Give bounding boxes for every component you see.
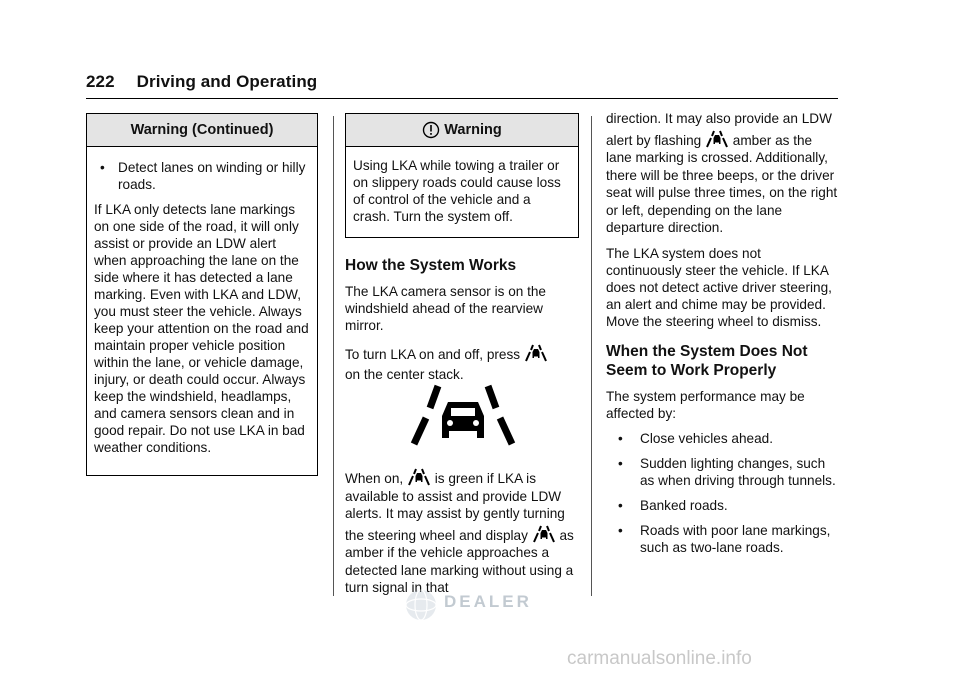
- paragraph: direction. It may also provide an LDW alert by flashing amber as the lane marking is crossed. Additionally, there will be three beeps, or the driver seat will pulse three times, on the right or left, depending on the lane departure direction.: [606, 111, 838, 235]
- warning-continued-box: [86, 113, 318, 476]
- paragraph: To turn LKA on and off, press on the center stack.: [345, 342, 579, 385]
- column-3: [606, 110, 840, 564]
- warning-text: Using LKA while towing a trailer or on slippery roads could cause loss of control of the vehicle and a crash. Turn the system off.: [353, 158, 561, 224]
- footer-url: carmanualsonline.info: [567, 648, 752, 669]
- warning-continued-paragraph: If LKA only detects lane markings on one side of the road, it will only assist or provide an LDW alert when approaching the lane on the side where it has detected a lane marking. Even with LKA and LDW, you must steer the vehicle. Always keep your attention on the road and maintain proper vehicle position within the lane, or vehicle damage, injury, or death could occur. Always keep the windshield, headlamps, and camera sensors clean and in good repair. Do not use LKA in bad weather conditions.: [94, 202, 309, 455]
- section-heading: How the System Works: [345, 257, 517, 274]
- column-2: [345, 113, 579, 393]
- paragraph: The LKA camera sensor is on the windshield ahead of the rearview mirror.: [345, 284, 546, 333]
- lane-keep-assist-icon: [524, 342, 548, 362]
- warning-title-bar: [346, 114, 578, 147]
- list-item: • Banked roads.: [606, 497, 840, 514]
- lane-keep-assist-icon: [705, 128, 729, 148]
- list-item: • Close vehicles ahead.: [606, 430, 840, 447]
- bullet: •: [618, 455, 623, 471]
- list-item: • Roads with poor lane markings, such as two-lane roads.: [606, 522, 840, 556]
- paragraph: When on, is green if LKA is available to assist and provide LDW alerts. It may assist by gently turning the steering wheel and display as amber if the vehicle approaches a detected lane marking without using a turn signal in that: [345, 466, 579, 597]
- paragraph: The LKA system does not continuously steer the vehicle. If LKA does not detect active driver steering, an alert and chime may be provided. Move the steering wheel to dismiss.: [606, 245, 832, 329]
- paragraph: The system performance may be affected by:: [606, 388, 805, 421]
- column-2-bottom: [345, 466, 579, 605]
- header-rule: [86, 98, 838, 99]
- lane-keep-assist-large-icon: [408, 382, 518, 446]
- warning-continued-title: Warning (Continued): [87, 114, 317, 147]
- bullet-text: Detect lanes on winding or hilly roads.: [118, 160, 306, 192]
- bullet: •: [618, 522, 623, 538]
- bullet: •: [618, 497, 623, 513]
- lane-keep-assist-icon: [532, 523, 556, 543]
- watermark-text: DEALER: [444, 592, 532, 611]
- section-title: Driving and Operating: [136, 72, 318, 91]
- section-heading: When the System Does Not Seem to Work Properly: [606, 342, 808, 379]
- column-1: [86, 113, 318, 476]
- column-divider-right: [591, 116, 592, 596]
- warning-icon: [422, 121, 440, 139]
- page-header: [86, 72, 317, 92]
- warning-title: Warning: [444, 121, 502, 138]
- warning-box: [345, 113, 579, 238]
- list-item: [94, 159, 310, 193]
- page-number: 222: [86, 72, 115, 91]
- column-divider-left: [333, 116, 334, 596]
- lane-keep-assist-icon: [407, 466, 431, 486]
- watermark-globe-icon: [404, 588, 438, 622]
- bullet: •: [618, 430, 623, 446]
- bullet: •: [100, 160, 105, 175]
- list-item: • Sudden lighting changes, such as when driving through tunnels.: [606, 455, 840, 489]
